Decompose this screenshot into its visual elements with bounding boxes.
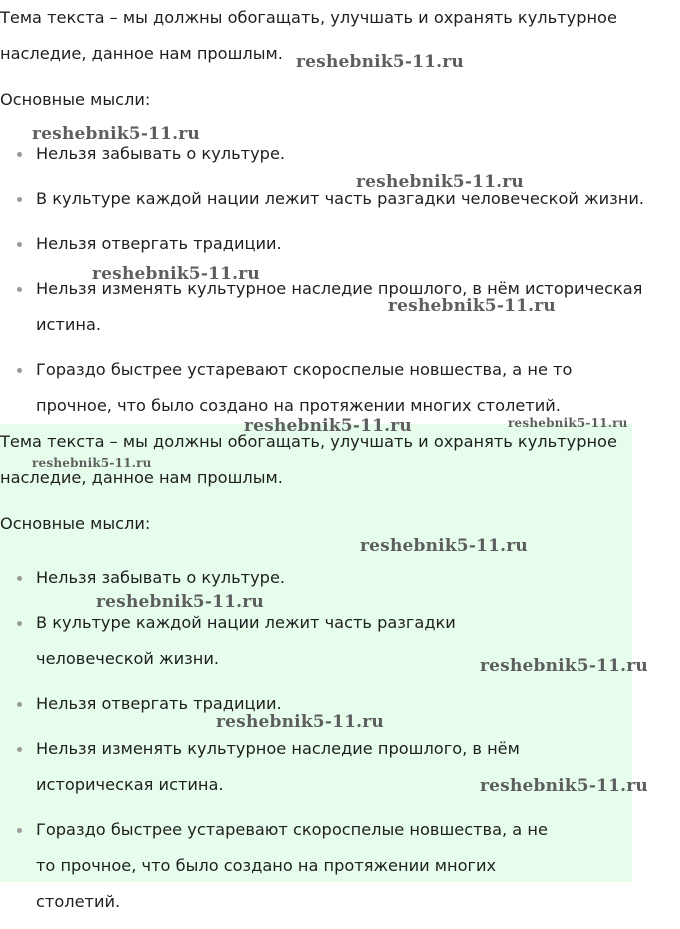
watermark-text: reshebnik5-11.ru bbox=[360, 536, 528, 556]
watermark-text: reshebnik5-11.ru bbox=[244, 416, 412, 436]
watermark-text: reshebnik5-11.ru bbox=[92, 264, 260, 284]
topic-paragraph: Тема текста – мы должны обогащать, улучшать и охранять культурное наследие, данное нам прошлым. bbox=[0, 432, 617, 487]
list-item: В культуре каждой нации лежит часть разгадки человеческой жизни. bbox=[0, 605, 632, 677]
main-ideas-heading: Основные мысли: bbox=[0, 90, 151, 109]
list-item: Нельзя забывать о культуре. bbox=[0, 560, 632, 596]
watermark-text: reshebnik5-11.ru bbox=[296, 52, 464, 72]
list-item: Нельзя отвергать традиции. bbox=[0, 686, 632, 722]
topic-paragraph: Тема текста – мы должны обогащать, улучшать и охранять культурное наследие, данное нам прошлым. bbox=[0, 8, 617, 63]
watermark-text: reshebnik5-11.ru bbox=[480, 656, 648, 676]
watermark-text: reshebnik5-11.ru bbox=[356, 172, 524, 192]
watermark-text: reshebnik5-11.ru bbox=[388, 296, 556, 316]
list-item: Нельзя изменять культурное наследие прошлого, в нём историческая истина. bbox=[0, 731, 632, 803]
list-item: Нельзя изменять культурное наследие прошлого, в нём историческая истина. bbox=[0, 271, 680, 343]
text-block-highlighted bbox=[0, 424, 632, 911]
main-ideas-list bbox=[0, 136, 680, 433]
watermark-text: reshebnik5-11.ru bbox=[508, 416, 628, 430]
list-item: Нельзя отвергать традиции. bbox=[0, 226, 680, 262]
watermark-text: reshebnik5-11.ru bbox=[32, 456, 152, 470]
watermark-text: reshebnik5-11.ru bbox=[96, 592, 264, 612]
watermark-text: reshebnik5-11.ru bbox=[32, 124, 200, 144]
list-item: Нельзя забывать о культуре. bbox=[0, 136, 680, 172]
list-item: В культуре каждой нации лежит часть разгадки человеческой жизни. bbox=[0, 181, 680, 217]
watermark-text: reshebnik5-11.ru bbox=[216, 712, 384, 732]
main-ideas-heading: Основные мысли: bbox=[0, 514, 151, 533]
list-item: Гораздо быстрее устаревают скороспелые новшества, а не то прочное, что было создано на протяжении многих столетий. bbox=[0, 352, 680, 424]
list-item: Гораздо быстрее устаревают скороспелые новшества, а не то прочное, что было создано на протяжении многих столетий. bbox=[0, 812, 632, 920]
main-ideas-list bbox=[0, 560, 632, 929]
watermark-text: reshebnik5-11.ru bbox=[480, 776, 648, 796]
